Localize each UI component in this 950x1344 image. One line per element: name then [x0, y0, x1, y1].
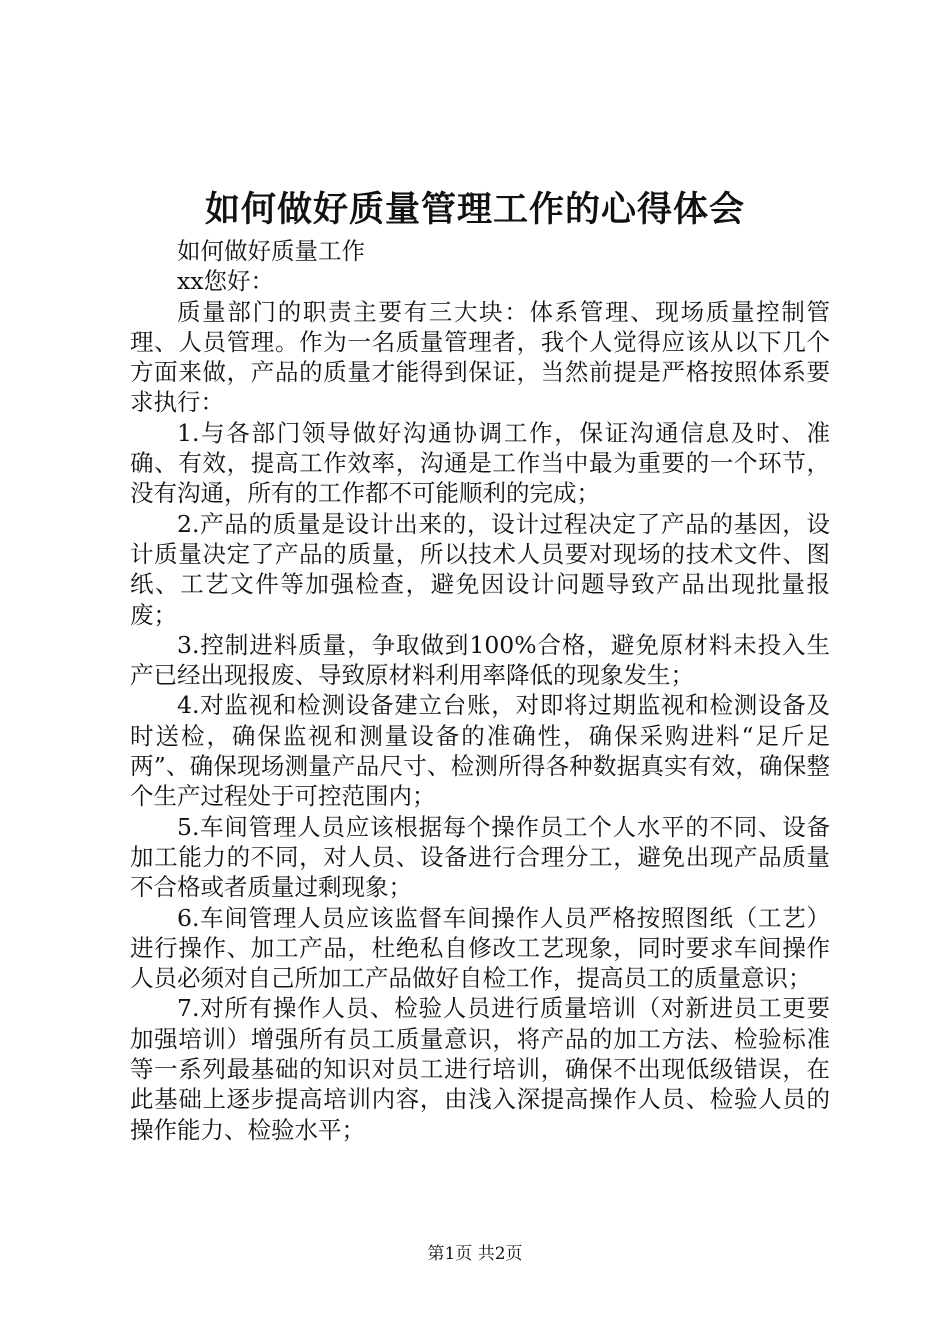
list-item-5: 5.车间管理人员应该根据每个操作员工个人水平的不同、设备加工能力的不同，对人员、设备进行合理分工，避免出现产品质量不合格或者质量过剩现象；	[130, 812, 830, 902]
list-item-6: 6.车间管理人员应该监督车间操作人员严格按照图纸（工艺）进行操作、加工产品，杜绝私自修改工艺现象，同时要求车间操作人员必须对自己所加工产品做好自检工作，提高员工的质量意识；	[130, 903, 830, 993]
list-item-1: 1.与各部门领导做好沟通协调工作，保证沟通信息及时、准确、有效，提高工作效率，沟通是工作当中最为重要的一个环节，没有沟通，所有的工作都不可能顺利的完成；	[130, 418, 830, 508]
page-number-footer: 第1页 共2页	[427, 1244, 523, 1264]
salutation-line: xx您好：	[177, 267, 275, 296]
document-title: 如何做好质量管理工作的心得体会	[204, 189, 745, 230]
list-item-4: 4.对监视和检测设备建立台账，对即将过期监视和检测设备及时送检，确保监视和测量设备的准确性，确保采购进料“足斤足两”、确保现场测量产品尺寸、检测所得各种数据真实有效，确保整个生产过程处于可控范围内；	[130, 691, 830, 811]
list-item-3: 3.控制进料质量，争取做到100%合格，避免原材料未投入生产已经出现报废、导致原材料利用率降低的现象发生；	[130, 630, 830, 690]
document-body	[130, 236, 830, 1145]
list-item-2: 2.产品的质量是设计出来的，设计过程决定了产品的基因，设计质量决定了产品的质量，所以技术人员要对现场的技术文件、图纸、工艺文件等加强检查，避免因设计问题导致产品出现批量报废；	[130, 509, 830, 629]
list-item-7: 7.对所有操作人员、检验人员进行质量培训（对新进员工更要加强培训）增强所有员工质量意识，将产品的加工方法、检验标准等一系列最基础的知识对员工进行培训，确保不出现低级错误，在此基础上逐步提高培训内容，由浅入深提高操作人员、检验人员的操作能力、检验水平；	[130, 994, 830, 1144]
heading-line: 如何做好质量工作	[177, 237, 365, 265]
intro-paragraph: 质量部门的职责主要有三大块：体系管理、现场质量控制管理、人员管理。作为一名质量管理者，我个人觉得应该从以下几个方面来做，产品的质量才能得到保证，当然前提是严格按照体系要求执行：	[130, 297, 830, 417]
